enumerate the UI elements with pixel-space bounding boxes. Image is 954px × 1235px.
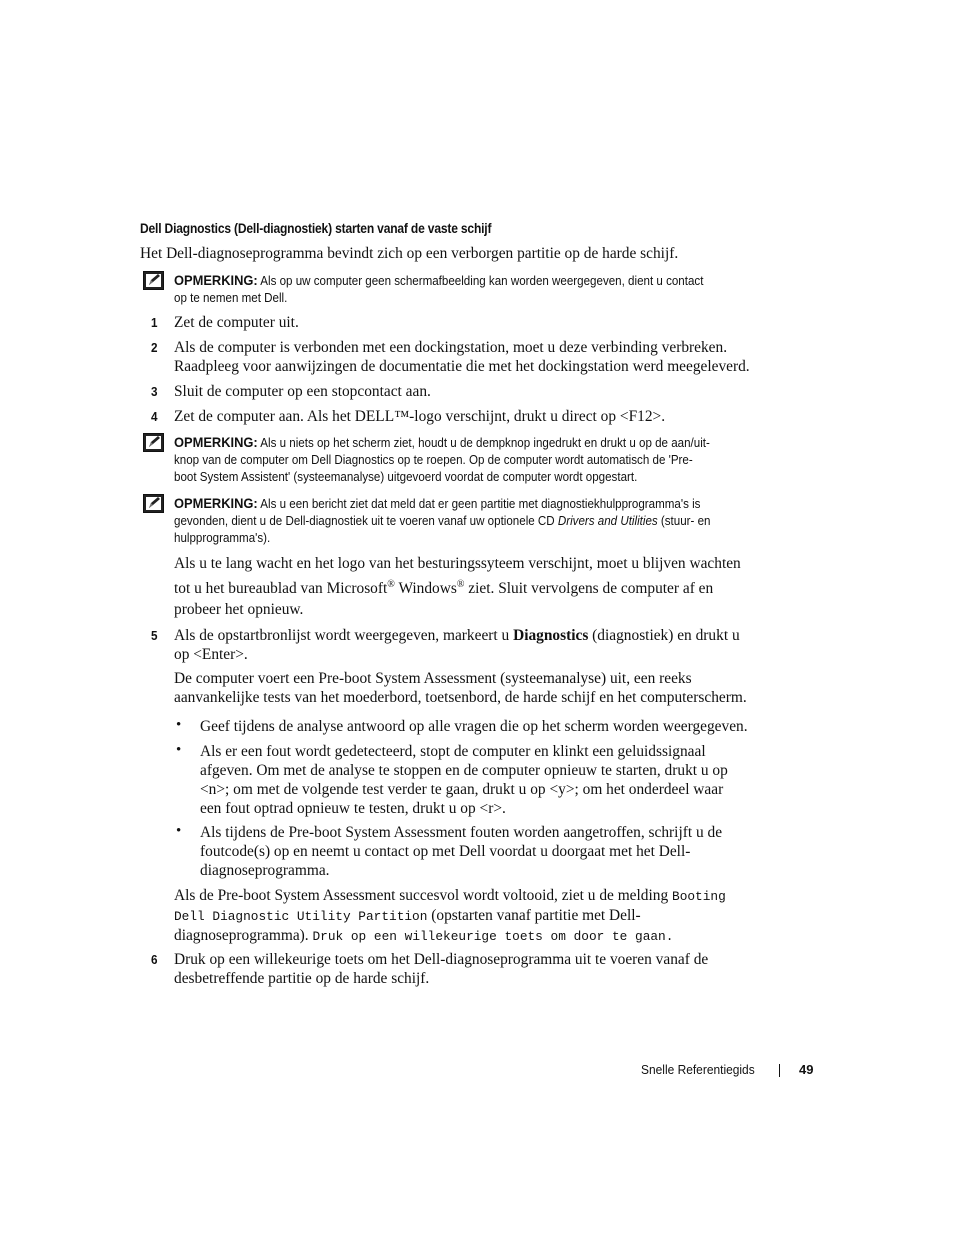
note-2 — [174, 434, 710, 486]
bullet-3-text — [200, 823, 722, 880]
wait-line: ziet. Sluit vervolgens de computer af en — [464, 580, 714, 598]
success-line: diagnoseprogramma). — [174, 927, 313, 944]
step-1-text: Zet de computer uit. — [174, 314, 299, 331]
code-text: Dell Diagnostic Utility Partition — [174, 909, 428, 924]
step-number: 4 — [151, 409, 158, 424]
bullet-2-line: afgeven. Om met de analyse te stoppen en de computer opnieuw te starten, drukt u op — [200, 762, 728, 779]
wait-line: probeer het opnieuw. — [174, 601, 304, 619]
success-line: (opstarten vanaf partitie met Dell- — [427, 907, 641, 924]
success-line: Als de Pre-boot System Assessment succesvol wordt voltooid, ziet u de melding — [174, 887, 673, 904]
step-2-text — [174, 338, 750, 376]
page-number: 49 — [799, 1062, 814, 1077]
step-number: 5 — [151, 628, 158, 643]
registered-mark: ® — [456, 579, 465, 590]
bullet-3-line: diagnoseprogramma. — [200, 862, 330, 879]
assessment-line: aanvankelijke tests van het moederbord, toetsenbord, de harde schijf en het computerscherm. — [174, 689, 747, 706]
code-text: Booting — [672, 889, 726, 904]
diagnostics-term: Diagnostics — [513, 627, 589, 644]
note-text: hulpprogramma's). — [174, 531, 271, 545]
footer-divider — [779, 1064, 780, 1077]
step-5-text — [174, 626, 740, 664]
wait-line: Windows — [394, 580, 457, 598]
step-number: 6 — [151, 952, 158, 967]
step-6-text — [174, 950, 708, 988]
footer-guide-title: Snelle Referentiegids — [641, 1062, 755, 1077]
bullet-2-line: een fout optrad opnieuw te testen, drukt u op <r>. — [200, 800, 506, 817]
assessment-paragraph — [174, 669, 747, 707]
note-text: Als op uw computer geen schermafbeelding kan worden weergegeven, dient u contact — [257, 274, 704, 288]
section-heading: Dell Diagnostics (Dell-diagnostiek) starten vanaf de vaste schijf — [140, 221, 492, 236]
note-text: (stuur- en — [657, 514, 711, 528]
note-pencil-icon — [143, 433, 164, 452]
wait-paragraph — [174, 553, 741, 620]
step-6-line: desbetreffende partitie op de harde schijf. — [174, 970, 430, 987]
note-3 — [174, 495, 711, 547]
cd-title: Drivers and Utilities — [557, 514, 658, 528]
step-number: 1 — [151, 315, 158, 330]
note-pencil-icon — [143, 494, 164, 513]
step-3-text: Sluit de computer op een stopcontact aan. — [174, 383, 431, 400]
wait-line: Als u te lang wacht en het logo van het besturingssyteem verschijnt, moet u blijven wachten — [174, 555, 741, 572]
step-number: 2 — [151, 340, 158, 355]
note-text: boot System Assistent' (systeemanalyse) uitgevoerd voordat de computer wordt opgestart. — [174, 470, 638, 484]
step-2-line: Raadpleeg voor aanwijzingen de documentatie die met het dockingstation werd meegeleverd. — [174, 358, 750, 375]
note-text: knop van de computer om Dell Diagnostics op te roepen. Op de computer wordt automatisch de 'Pre- — [174, 453, 693, 467]
bullet-2-line: Als er een fout wordt gedetecteerd, stopt de computer en klinkt een geluidssignaal — [200, 743, 706, 760]
note-text: Als u een bericht ziet dat meld dat er geen partitie met diagnostiekhulpprogramma's is — [257, 497, 701, 511]
bullet-2-text — [200, 742, 728, 818]
code-text: Druk op een willekeurige toets om door te gaan. — [312, 929, 674, 944]
note-label: OPMERKING: — [174, 495, 258, 511]
step-4-text: Zet de computer aan. Als het DELL™-logo verschijnt, drukt u direct op <F12>. — [174, 408, 666, 425]
note-text: Als u niets op het scherm ziet, houdt u de dempknop ingedrukt en drukt u op de aan/uit- — [257, 436, 710, 450]
note-text: gevonden, dient u de Dell-diagnostiek uit te voeren vanaf uw optionele CD — [174, 514, 558, 528]
note-label: OPMERKING: — [174, 272, 258, 288]
registered-mark: ® — [387, 579, 395, 590]
bullet-dot: • — [176, 742, 182, 758]
note-text: op te nemen met Dell. — [174, 291, 288, 305]
step-5-line: op <Enter>. — [174, 646, 248, 663]
wait-line: tot u het bureaublad van Microsoft — [174, 580, 388, 598]
bullet-2-line: <n>; om met de volgende test verder te gaan, drukt u op <y>; om het onderdeel waar — [200, 781, 724, 798]
note-label: OPMERKING: — [174, 434, 258, 450]
assessment-line: De computer voert een Pre-boot System Assessment (systeemanalyse) uit, een reeks — [174, 670, 692, 687]
step-5-line: Als de opstartbronlijst wordt weergegeven, markeert u — [174, 627, 514, 644]
bullet-1-text: Geef tijdens de analyse antwoord op alle vragen die op het scherm worden weergegeven. — [200, 718, 748, 735]
bullet-3-line: foutcode(s) op en neemt u contact op met Dell voordat u doorgaat met het Dell- — [200, 843, 691, 860]
success-paragraph — [174, 886, 726, 946]
step-5-line: (diagnostiek) en drukt u — [588, 627, 740, 644]
bullet-dot: • — [176, 823, 182, 839]
step-6-line: Druk op een willekeurige toets om het Dell-diagnoseprogramma uit te voeren vanaf de — [174, 951, 709, 968]
step-2-line: Als de computer is verbonden met een dockingstation, moet u deze verbinding verbreken. — [174, 339, 728, 356]
note-1 — [174, 272, 703, 307]
bullet-3-line: Als tijdens de Pre-boot System Assessment fouten worden aangetroffen, schrijft u de — [200, 824, 723, 841]
bullet-dot: • — [176, 717, 182, 733]
step-number: 3 — [151, 384, 158, 399]
intro-paragraph: Het Dell-diagnoseprogramma bevindt zich op een verborgen partitie op de harde schijf. — [140, 245, 679, 262]
note-pencil-icon — [143, 271, 164, 290]
